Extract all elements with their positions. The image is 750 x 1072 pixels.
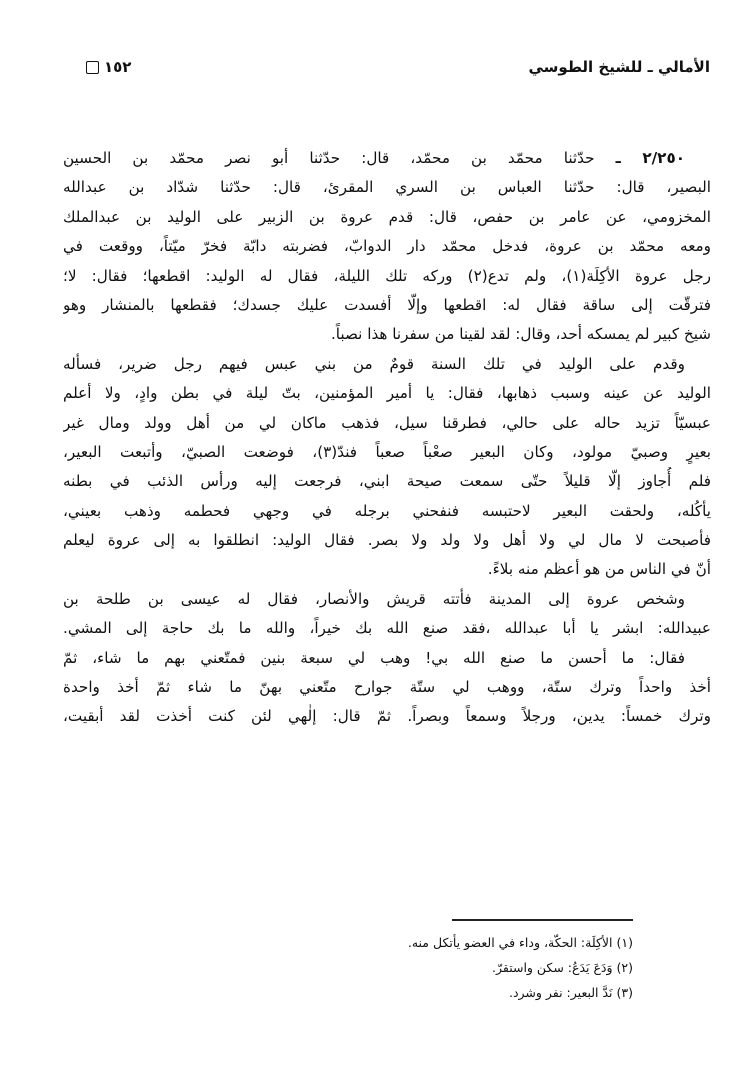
footnote: (١) الأكِلَة: الحكّة، وداء في العضو يأتكل منه. (407, 935, 633, 950)
footnotes (408, 930, 633, 1005)
text-line: ومعه محمّد بن عروة، فدخل محمّد دار الدوابّ، فضربته دابّة فخرّ ميّتاً، ووقعت في (63, 237, 711, 256)
text-line: عبسيّاً تزيد حاله على حالي، فطرقنا سيل، فذهب ماكان لي من أهل وولد ومال غير (63, 413, 711, 432)
footnote-divider (452, 919, 633, 921)
page-number: ١٥٢ (104, 58, 132, 76)
running-title: الأمالي ـ للشيخ الطوسي (528, 58, 710, 76)
text-line: فترقّت إلى ساقة فقال له: اقطعها وإلّا أفسدت عليك جسدك؛ فقطعها بالمنشار وهو (63, 295, 711, 314)
text-line: المخزومي، عن عامر بن حفص، قال: قدم عروة بن الزبير على الوليد بن عبدالملك (63, 207, 711, 226)
text-line: فقال: ما أحسن ما صنع الله بي! وهب لي سبعة بنين فمتّعني بهم ما شاء، ثمّ (63, 648, 685, 667)
text-line: عبيدالله: ابشر يا أبا عبدالله ،فقد صنع الله بك خيراً، والله ما بك حاجة إلى المشي. (63, 619, 711, 638)
footnote: (٣) نَدَّ البعير: نفر وشرد. (508, 985, 633, 1000)
text-line: وشخص عروة إلى المدينة فأتته قريش والأنصار، فقال له عيسى بن طلحة بن (63, 589, 685, 608)
page-number-block (86, 58, 131, 76)
text-line: بعيرٍ وصبيّ مولود، وكان البعير صعْباً صعباً فندّ(٣)، فوضعت الصبيّ، وأتبعت البعير، (63, 442, 711, 461)
square-box-icon (86, 61, 99, 74)
text-line (63, 144, 711, 173)
text-line: أخذ واحداً وترك ستّة، ووهب لي ستّة جوارح متّعني بهنّ ما شاء ثمّ أخذ واحدة (63, 678, 711, 697)
text-line: أنّ في الناس من هو أعظم منه بلاءً. (487, 560, 711, 579)
text-line: فأصبحت لا مال لي ولا أهل ولا ولد ولا بصر. فقال الوليد: انطلقوا به إلى عروة ليعلم (63, 531, 711, 550)
text-line: الوليد عن عينه وسبب ذهابها، فقال: يا أمير المؤمنين، بتّ ليلة في بطن وادٍ، ولا أعلم (63, 384, 711, 403)
footnote: (٢) وَدَعَ يَدَعُ: سكن واستقرّ. (492, 960, 633, 975)
text-line: يأكُله، ولحقت البعير لاحتبسه فنفحني برجله في وجهي فحطمه وذهب بعيني، (63, 501, 711, 520)
main-text (63, 144, 711, 732)
text-line: وقدم على الوليد في تلك السنة قومٌ من بني عبس فيهم رجل ضرير، فسأله (63, 354, 685, 373)
text-line: شيخ كبير لم يمسكه أحد، وقال: لقد لقينا من سفرنا هذا نصباً. (330, 325, 711, 344)
text-line: وترك خمساً: يدين، ورجلاً وسمعاً وبصراً. ثمّ قال: إلٰهي لئن كنت أخذت لقد أبقيت، (63, 707, 711, 726)
text-line: البصير، قال: حدّثنا العباس بن السري المقرئ، قال: حدّثنا شدّاد بن عبدالله (63, 178, 711, 197)
hadith-number: ٢/٢٥٠ ـ (615, 149, 685, 167)
text-line-content: حدّثنا محمّد بن محمّد، قال: حدّثنا أبو نصر محمّد بن الحسين (63, 149, 595, 167)
text-line: فلم أُجاوز إلّا قليلاً حتّى سمعت صيحة ابني، فرجعت إليه ورأس الذئب في بطنه (63, 472, 711, 491)
page-header (86, 58, 710, 86)
text-line: رجل عروة الأكِلَة(١)، ولم تدع(٢) وركه تلك الليلة، فقال له الوليد: اقطعها؛ فقال: لا؛ (63, 266, 711, 285)
